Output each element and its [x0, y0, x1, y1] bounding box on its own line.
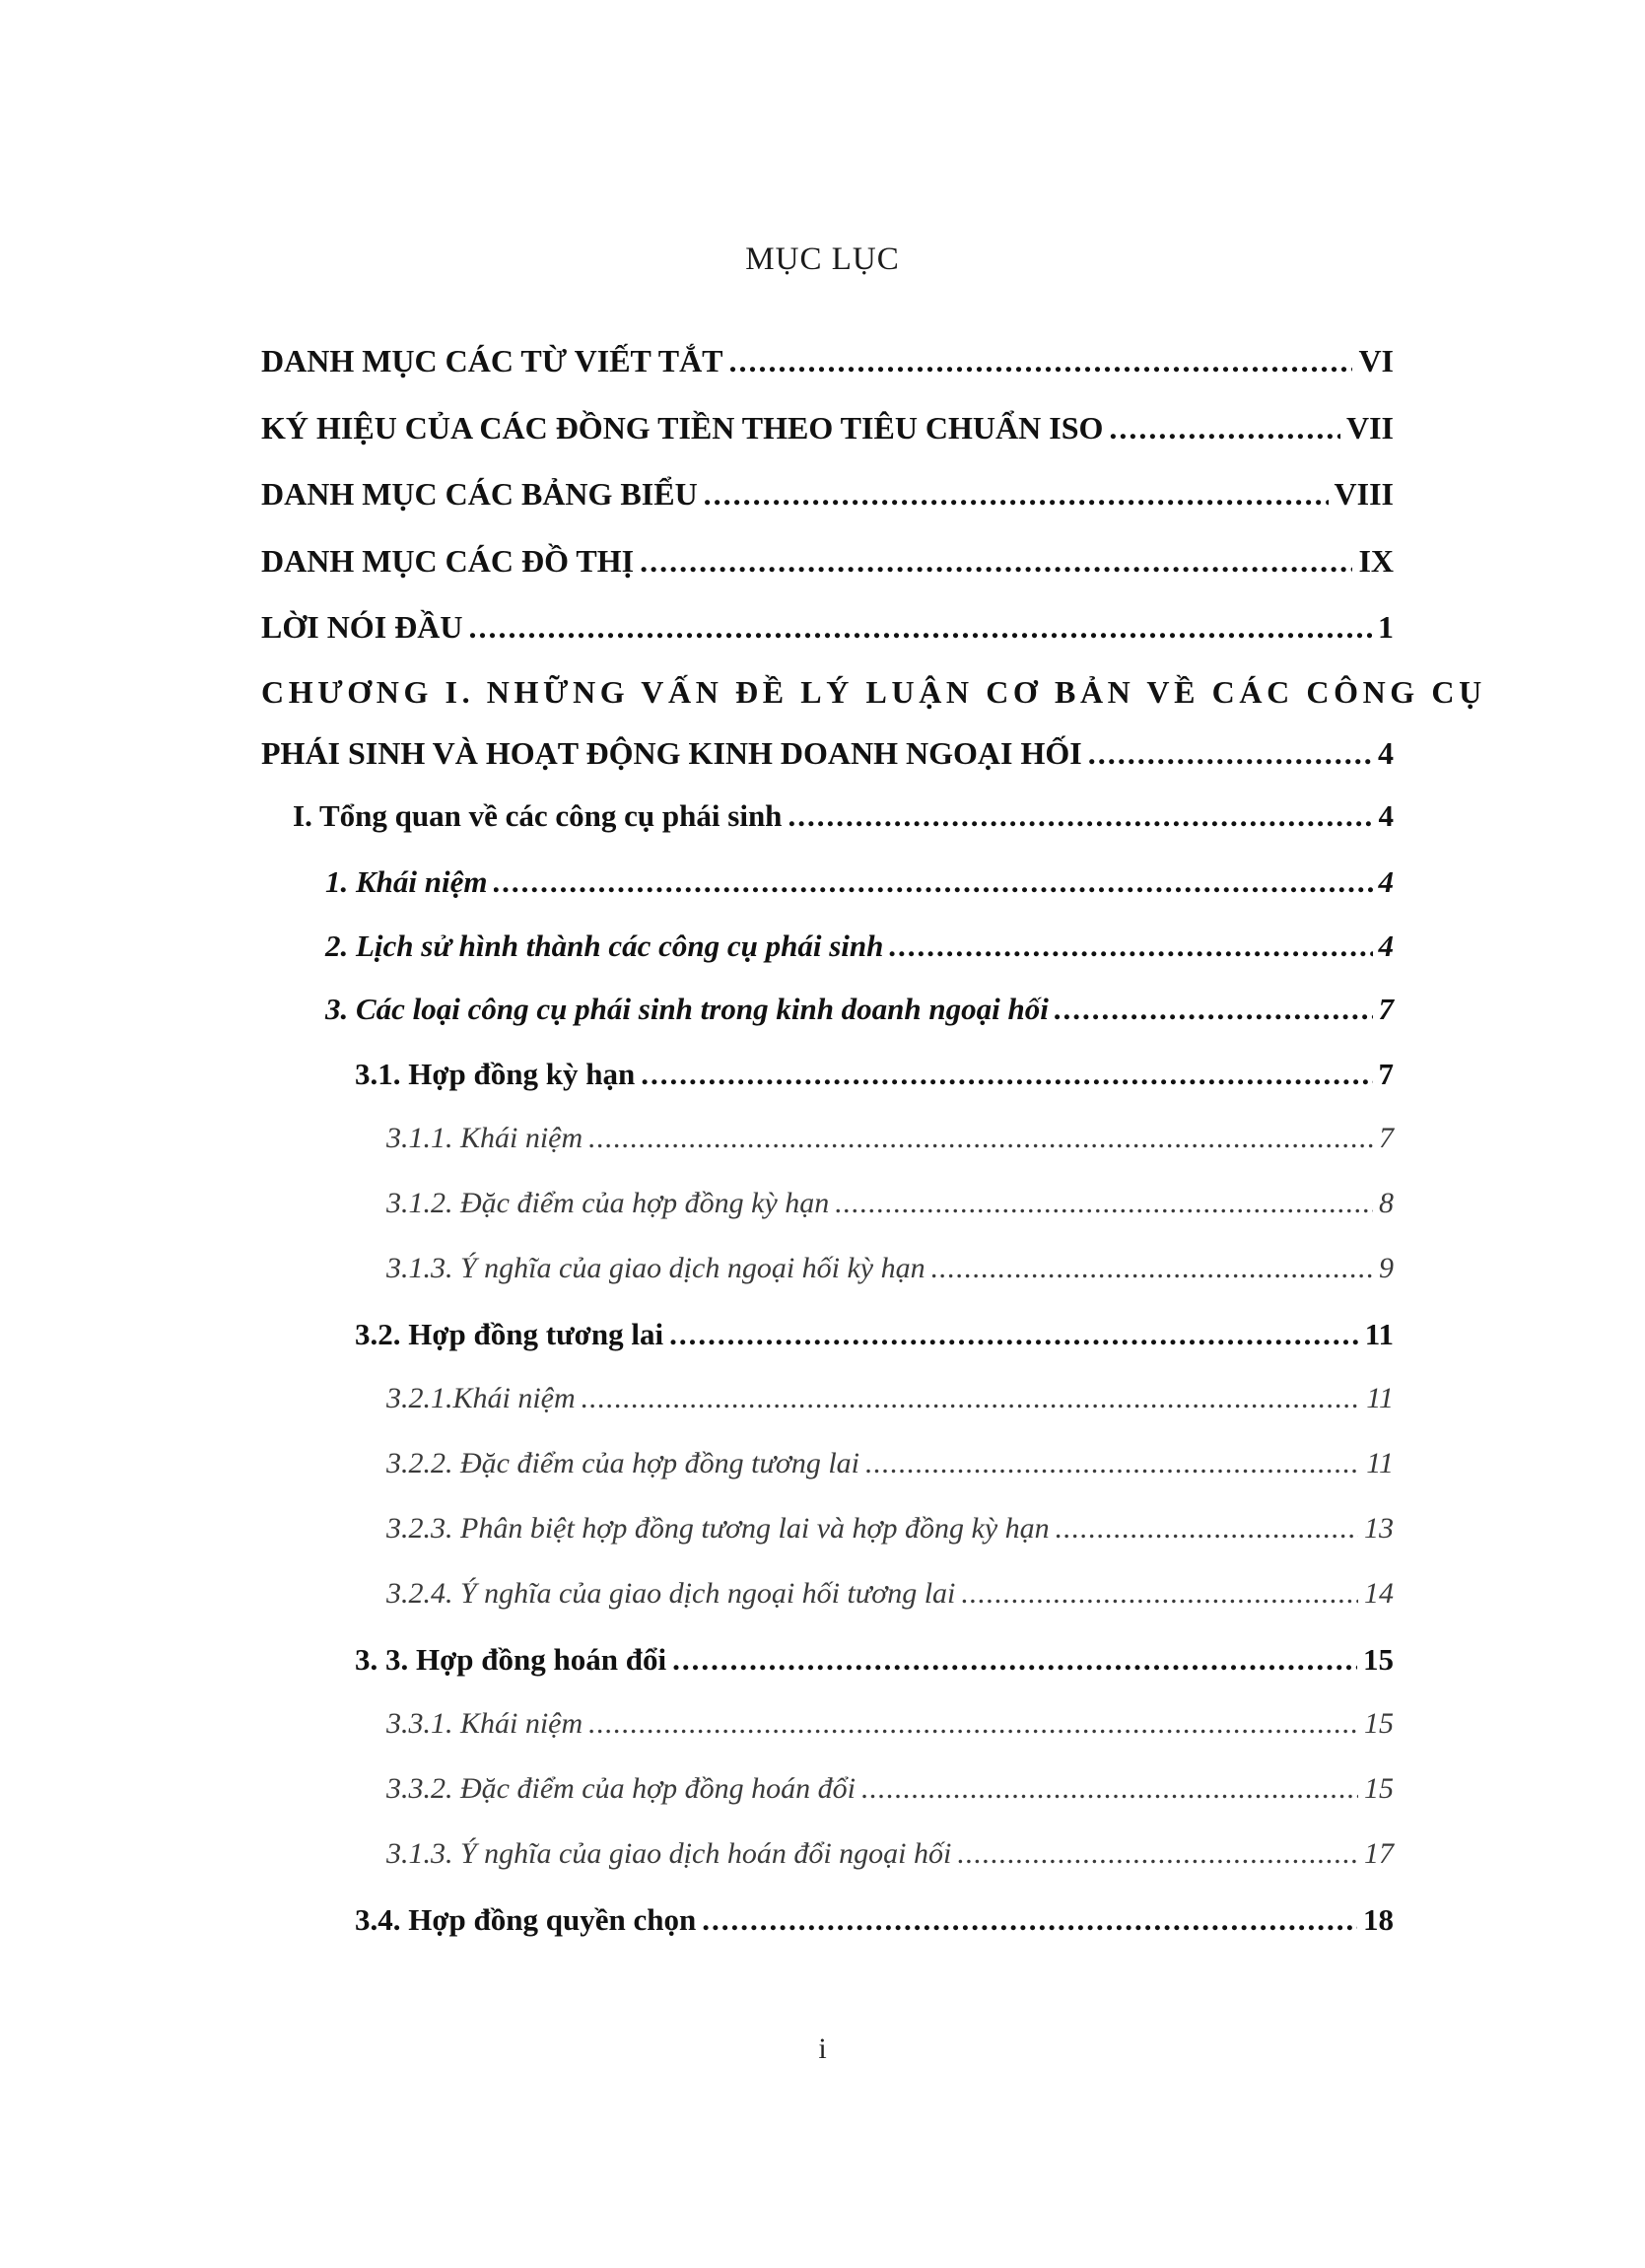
- dot-leader: [1055, 994, 1373, 1024]
- toc-entry-3-2-3: [386, 1514, 1394, 1544]
- toc-entry-label: DANH MỤC CÁC ĐỒ THỊ: [261, 543, 635, 579]
- toc-entry-page: VI: [1358, 343, 1394, 378]
- toc-entry-page: 4: [1378, 798, 1394, 833]
- toc-entry-page: 7: [1378, 1057, 1394, 1091]
- toc-entry-3-3-3: [386, 1839, 1394, 1869]
- dot-leader: [672, 1644, 1357, 1675]
- toc-entry-3-3-1: [386, 1709, 1394, 1739]
- dot-leader: [1088, 737, 1372, 769]
- dot-leader: [588, 1124, 1373, 1153]
- toc-entry-3-1-3: [386, 1254, 1394, 1283]
- dot-leader: [865, 1449, 1360, 1478]
- toc-entry-label: LỜI NÓI ĐẦU: [261, 609, 463, 645]
- toc-entry-label: 3. Các loại công cụ phái sinh trong kinh doanh ngoại hối: [325, 992, 1049, 1026]
- toc-entry-page: 11: [1366, 1382, 1394, 1414]
- toc-entry-currency-symbols: [261, 412, 1394, 444]
- toc-entry-page: 4: [1378, 864, 1394, 899]
- toc-entry-label: DANH MỤC CÁC BẢNG BIỂU: [261, 476, 698, 512]
- dot-leader: [889, 930, 1372, 961]
- page-number: i: [818, 2032, 827, 2065]
- dot-leader: [704, 478, 1329, 510]
- toc-entry-3: [325, 994, 1394, 1024]
- toc-entry-3-3: [355, 1644, 1394, 1675]
- toc-entry-label: 3.2. Hợp đồng tương lai: [355, 1317, 664, 1351]
- toc-entry-page: 15: [1364, 1707, 1394, 1740]
- dot-leader: [835, 1189, 1373, 1218]
- toc-entry-label: 2. Lịch sử hình thành các công cụ phái sinh: [325, 928, 884, 963]
- toc-entry-label: KÝ HIỆU CỦA CÁC ĐỒNG TIỀN THEO TIÊU CHUẨN ISO: [261, 410, 1104, 446]
- dot-leader: [640, 545, 1352, 577]
- dot-leader: [1056, 1514, 1358, 1544]
- dot-leader: [1109, 412, 1340, 444]
- toc-entry-abbreviations: [261, 345, 1394, 377]
- toc-entry-label: PHÁI SINH VÀ HOẠT ĐỘNG KINH DOANH NGOẠI HỐI: [261, 735, 1082, 771]
- toc-entry-label: 3. 3. Hợp đồng hoán đổi: [355, 1642, 667, 1677]
- dot-leader: [582, 1384, 1361, 1413]
- toc-entry-preface: [261, 611, 1394, 643]
- dot-leader: [702, 1904, 1357, 1935]
- toc-entry-label: 3.2.2. Đặc điểm của hợp đồng tương lai: [386, 1447, 859, 1479]
- toc-entry-3-2: [355, 1319, 1394, 1349]
- dot-leader: [957, 1839, 1358, 1869]
- toc-entry-label: I. Tổng quan về các công cụ phái sinh: [293, 798, 783, 833]
- toc-entry-3-2-1: [386, 1384, 1394, 1413]
- toc-entry-page: 1: [1378, 609, 1394, 645]
- toc-entry-3-3-2: [386, 1774, 1394, 1804]
- dot-leader: [494, 866, 1373, 897]
- toc-entry-3-1: [355, 1059, 1394, 1089]
- toc-entry-page: 18: [1363, 1902, 1394, 1937]
- dot-leader: [961, 1579, 1358, 1609]
- dot-leader: [931, 1254, 1373, 1283]
- toc-entry-page: 17: [1364, 1837, 1394, 1870]
- toc-entry-page: 9: [1379, 1252, 1394, 1284]
- toc-entry-page: VIII: [1334, 476, 1394, 512]
- toc-entry-label: 3.1.3. Ý nghĩa của giao dịch hoán đổi ngoại hối: [386, 1837, 952, 1870]
- toc-entry-page: 11: [1364, 1317, 1394, 1351]
- toc-entry-3-2-2: [386, 1449, 1394, 1478]
- dot-leader: [729, 345, 1353, 377]
- toc-entry-1: [325, 866, 1394, 897]
- toc-entry-page: 13: [1364, 1512, 1394, 1545]
- toc-entry-label: 3.2.3. Phân biệt hợp đồng tương lai và hợp đồng kỳ hạn: [386, 1512, 1050, 1545]
- toc-entry-2: [325, 930, 1394, 961]
- toc-entry-page: 11: [1366, 1447, 1394, 1479]
- dot-leader: [788, 800, 1372, 831]
- toc-entry-label: 3.1.1. Khái niệm: [386, 1122, 583, 1154]
- toc-entry-label: 3.3.1. Khái niệm: [386, 1707, 583, 1740]
- toc-entry-label: DANH MỤC CÁC TỪ VIẾT TẮT: [261, 343, 723, 378]
- toc-entry-page: 14: [1364, 1577, 1394, 1610]
- toc-entry-3-2-4: [386, 1579, 1394, 1609]
- toc-entry-3-1-2: [386, 1189, 1394, 1218]
- toc-entry-label: 3.3.2. Đặc điểm của hợp đồng hoán đổi: [386, 1772, 856, 1805]
- dot-leader: [588, 1709, 1358, 1739]
- toc-entry-label: 3.2.1.Khái niệm: [386, 1382, 576, 1414]
- toc-entry-label: 3.1.2. Đặc điểm của hợp đồng kỳ hạn: [386, 1187, 830, 1219]
- toc-entry-chapter-1: [261, 737, 1394, 769]
- dot-leader: [861, 1774, 1358, 1804]
- toc-entry-label: 3.2.4. Ý nghĩa của giao dịch ngoại hối tương lai: [386, 1577, 956, 1610]
- toc-entry-page: 7: [1378, 992, 1394, 1026]
- toc-entry-tables: [261, 478, 1394, 510]
- toc-entry-label: 3.1. Hợp đồng kỳ hạn: [355, 1057, 636, 1091]
- toc-entry-label: 3.1.3. Ý nghĩa của giao dịch ngoại hối kỳ hạn: [386, 1252, 925, 1284]
- toc-entry-page: VII: [1345, 410, 1394, 446]
- toc-entry-3-1-1: [386, 1124, 1394, 1153]
- toc-entry-page: 4: [1378, 928, 1394, 963]
- page-title: MỤC LỤC: [745, 241, 900, 277]
- dot-leader: [641, 1059, 1372, 1089]
- dot-leader: [669, 1319, 1359, 1349]
- toc-entry-label: 3.4. Hợp đồng quyền chọn: [355, 1902, 697, 1937]
- toc-entry-page: 7: [1379, 1122, 1394, 1154]
- toc-entry-page: 4: [1378, 735, 1394, 771]
- toc-entry-label: 1. Khái niệm: [325, 864, 488, 899]
- toc-entry-section-i: [293, 800, 1394, 831]
- toc-entry-page: 8: [1379, 1187, 1394, 1219]
- toc-entry-page: 15: [1363, 1642, 1394, 1677]
- toc-entry-page: 15: [1364, 1772, 1394, 1805]
- toc-entry-3-4: [355, 1904, 1394, 1935]
- toc-entry-page: IX: [1358, 543, 1394, 579]
- toc-entry-charts: [261, 545, 1394, 577]
- dot-leader: [468, 611, 1372, 643]
- toc-chapter-heading-line1: CHƯƠNG I. NHỮNG VẤN ĐỀ LÝ LUẬN CƠ BẢN VỀ CÁC CÔNG CỤ: [261, 674, 1486, 710]
